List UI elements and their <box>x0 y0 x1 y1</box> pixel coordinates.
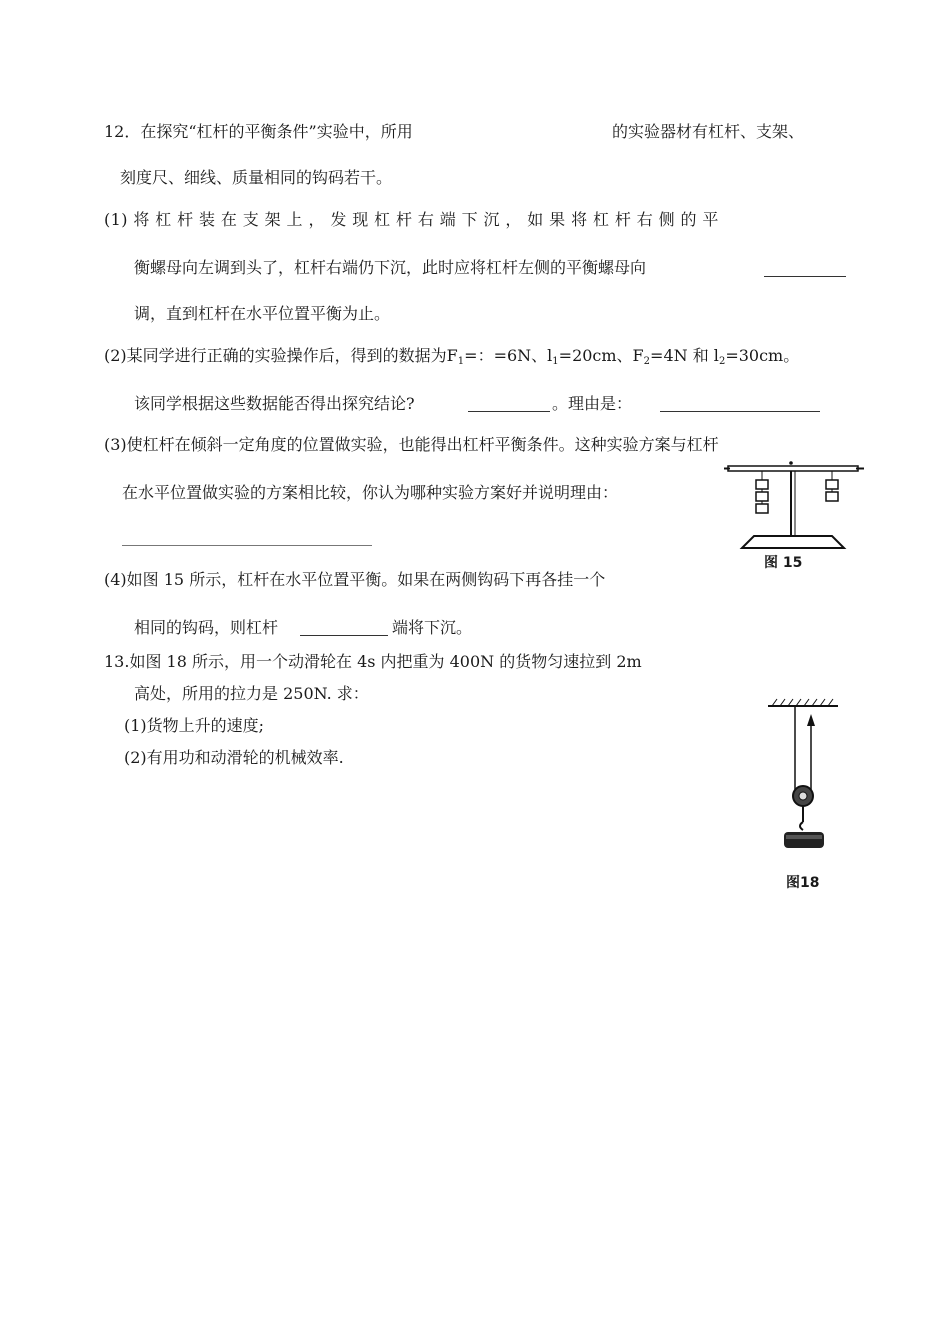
q12-p2-text-d: =4N 和 l <box>650 346 719 365</box>
figure-18 <box>764 696 844 896</box>
q12-p1-line1: (1) 将 杠 杆 装 在 支 架 上 ， 发 现 杠 杆 右 端 下 沉 ， 如 果 将 杠 杆 右 侧 的 平 <box>104 210 719 229</box>
pulley-diagram <box>764 696 844 868</box>
q12-p2-sub1: 1 <box>457 356 465 367</box>
q12-p4-line1: (4)如图 15 所示，杠杆在水平位置平衡。如果在两侧钩码下再各挂一个 <box>104 570 606 589</box>
q13-line2: 高处，所用的拉力是 250N. 求： <box>134 684 369 703</box>
q12-p4-line2-b: 端将下沉。 <box>392 618 473 637</box>
q12-p2-sub3: 2 <box>643 356 651 367</box>
q12-p2-sub2: 1 <box>552 356 559 367</box>
q12-p2-text-e: =30cm。 <box>725 346 800 365</box>
q12-intro-line2: 刻度尺、细线、质量相同的钩码若干。 <box>120 168 393 187</box>
q13-sub2: (2)有用功和动滑轮的机械效率. <box>124 748 344 767</box>
q12-p2-line2-b: 。理由是： <box>552 394 633 413</box>
q12-p1-line3: 调，直到杠杆在水平位置平衡为止。 <box>134 304 391 323</box>
q12-p4-blank <box>300 635 388 636</box>
q12-p4-line2-a: 相同的钩码，则杠杆 <box>134 618 279 637</box>
q12-p1-blank <box>764 276 846 277</box>
q12-p2-blank1 <box>468 411 550 412</box>
q13-line1: 13.如图 18 所示，用一个动滑轮在 4s 内把重为 400N 的货物匀速拉到 2m <box>104 652 642 671</box>
q13-sub1: (1)货物上升的速度; <box>124 716 265 735</box>
q12-p2-text-c: =20cm、F <box>558 346 644 365</box>
figure-18-label: 图18 <box>786 875 820 891</box>
q12-p3-blank <box>122 545 372 546</box>
figure-15 <box>724 456 864 574</box>
q12-p2-sub4: 2 <box>718 356 726 367</box>
q12-intro-b: 的实验器材有杠杆、支架、 <box>612 122 805 141</box>
q12-p2-line2-a: 该同学根据这些数据能否得出探究结论? <box>134 394 415 413</box>
q12-intro-a: 12．在探究“杠杆的平衡条件”实验中，所用 <box>104 122 413 141</box>
q12-p3-line2: 在水平位置做实验的方案相比较，你认为哪种实验方案好并说明理由： <box>122 483 619 502</box>
figure-15-label: 图 15 <box>764 555 803 571</box>
q12-p2-text-a: (2)某同学进行正确的实验操作后，得到的数据为F <box>104 346 458 365</box>
q12-p2-text-b: =：=6N、l <box>464 346 553 365</box>
q12-p3-line1: (3)使杠杆在倾斜一定角度的位置做实验，也能得出杠杆平衡条件。这种实验方案与杠杆 <box>104 435 719 454</box>
lever-diagram <box>724 456 864 552</box>
q12-p2-blank2 <box>660 411 820 412</box>
q12-p1-line2: 衡螺母向左调到头了，杠杆右端仍下沉，此时应将杠杆左侧的平衡螺母向 <box>134 258 647 277</box>
q12-p2-line1 <box>104 346 799 372</box>
